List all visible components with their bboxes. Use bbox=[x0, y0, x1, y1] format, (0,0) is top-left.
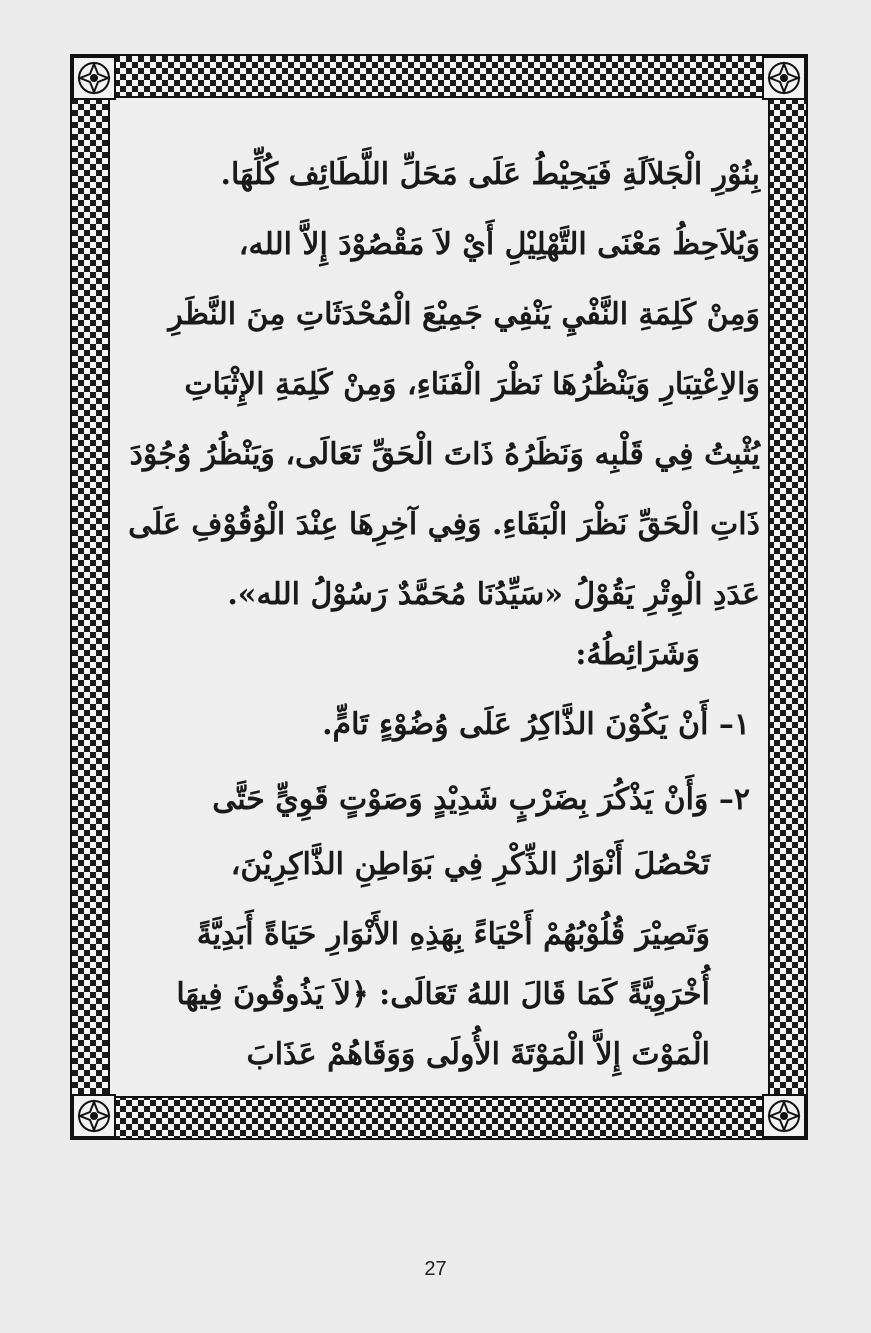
text-line: وَشَرَائِطُهُ: bbox=[575, 637, 700, 672]
corner-ornament-icon bbox=[72, 56, 116, 100]
text-line: عَدَدِ الْوِتْرِ يَقُوْلُ «سَيِّدُنَا مُحَمَّدٌ رَسُوْلُ الله». bbox=[227, 577, 760, 612]
corner-ornament-icon bbox=[762, 1094, 806, 1138]
text-line: أُخْرَوِيَّةً كَمَا قَالَ اللهُ تَعَالَى: ﴿لاَ يَذُوقُونَ فِيهَا bbox=[176, 977, 710, 1012]
text-line: يُثْبِتُ فِي قَلْبِه وَنَظَرُهُ ذَاتَ الْحَقِّ تَعَالَى، وَيَنْظُرُ وُجُوْدَ bbox=[129, 437, 760, 472]
text-line: وَيُلاَحِظُ مَعْنَى التَّهْلِيْلِ أَيْ لاَ مَقْصُوْدَ إِلاَّ الله، bbox=[238, 227, 760, 262]
page-number: 27 bbox=[424, 1258, 447, 1280]
list-item: ٢– وَأَنْ يَذْكُرَ بِضَرْبٍ شَدِيْدٍ وَصَوْتٍ قَوِيٍّ حَتَّى bbox=[212, 782, 750, 817]
text-line: تَحْصُلَ أَنْوَارُ الذِّكْرِ فِي بَوَاطِنِ الذَّاكِرِيْنَ، bbox=[230, 847, 710, 882]
text-line: الْمَوْتَ إِلاَّ الْمَوْتَةَ الأُولَى وَوَقَاهُمْ عَذَابَ bbox=[246, 1037, 710, 1072]
text-line: وَالاِعْتِبَارِ وَيَنْظُرُهَا نَظْرَ الْفَنَاءِ، وَمِنْ كَلِمَةِ الإِثْبَاتِ bbox=[184, 367, 760, 402]
text-line: وَتَصِيْرَ قُلُوْبُهُمْ أَحْيَاءً بِهَذِهِ الأَنْوَارِ حَيَاةً أَبَدِيَّةً bbox=[196, 917, 710, 952]
text-line: بِنُوْرِ الْجَلاَلَةِ فَيَحِيْطُ عَلَى مَحَلِّ اللَّطَائِف كُلِّهَا. bbox=[220, 157, 760, 192]
corner-ornament-icon bbox=[72, 1094, 116, 1138]
list-item: ١– أَنْ يَكُوْنَ الذَّاكِرُ عَلَى وُضُوْءٍ تَامٍّ. bbox=[322, 707, 750, 742]
text-line: وَمِنْ كَلِمَةِ النَّفْيِ يَنْفِي جَمِيْعَ الْمُحْدَثَاتِ مِنَ النَّظَرِ bbox=[168, 297, 760, 332]
text-line: ذَاتِ الْحَقِّ نَظْرَ الْبَقَاءِ. وَفِي آخِرِهَا عِنْدَ الْوُقُوْفِ عَلَى bbox=[128, 507, 760, 542]
corner-ornament-icon bbox=[762, 56, 806, 100]
